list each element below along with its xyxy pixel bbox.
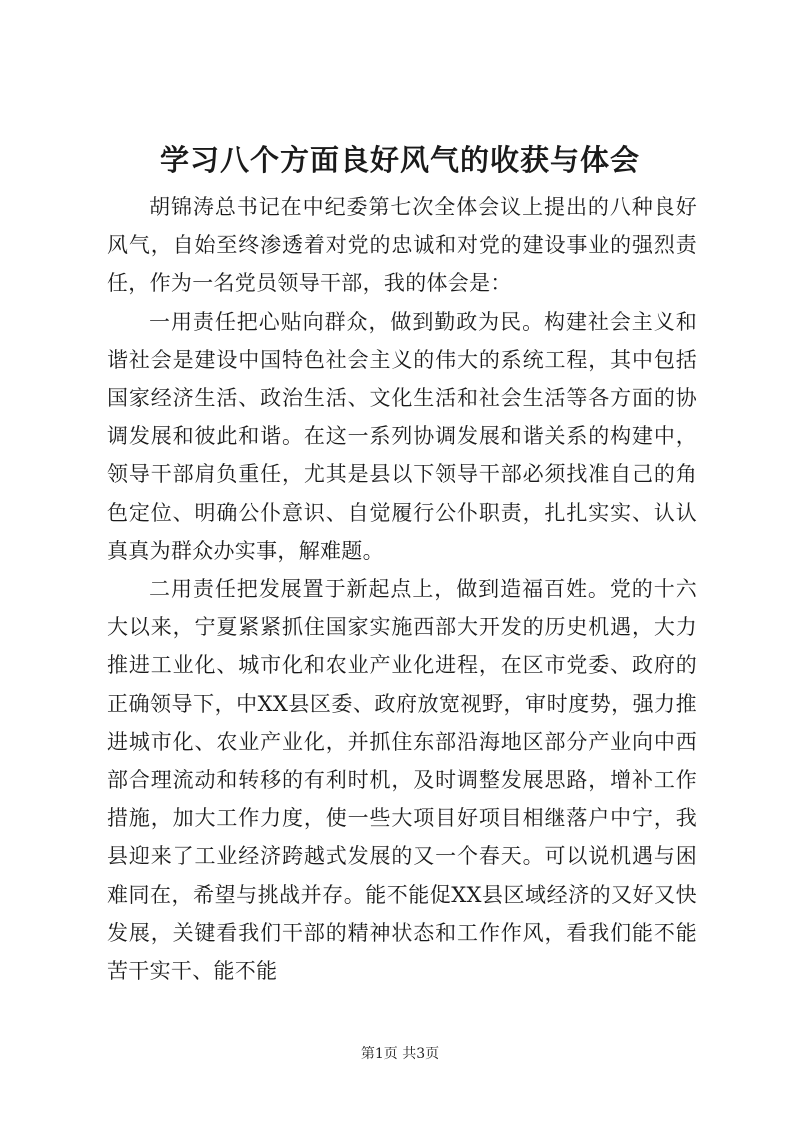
- document-body: [107, 188, 697, 990]
- paragraph-point-one: 一用责任把心贴向群众，做到勤政为民。构建社会主义和谐社会是建设中国特色社会主义的伟大的系统工程，其中包括国家经济生活、政治生活、文化生活和社会生活等各方面的协调发展和彼此和谐。在这一系列协调发展和谐关系的构建中，领导干部肩负重任，尤其是县以下领导干部必须找准自己的角色定位、明确公仆意识、自觉履行公仆职责，扎扎实实、认认真真为群众办实事，解难题。: [107, 309, 697, 563]
- page-number-footer: 第1页 共3页: [360, 1046, 440, 1062]
- document-title: 学习八个方面良好风气的收获与体会: [159, 143, 640, 177]
- paragraph-intro: 胡锦涛总书记在中纪委第七次全体会议上提出的八种良好风气，自始至终渗透着对党的忠诚和对党的建设事业的强烈责任，作为一名党员领导干部，我的体会是：: [107, 195, 697, 296]
- paragraph-point-two: 二用责任把发展置于新起点上，做到造福百姓。党的十六大以来，宁夏紧紧抓住国家实施西部大开发的历史机遇，大力推进工业化、城市化和农业产业化进程，在区市党委、政府的正确领导下，中XX县区委、政府放宽视野，审时度势，强力推进城市化、农业产业化，并抓住东部沿海地区部分产业向中西部合理流动和转移的有利时机，及时调整发展思路，增补工作措施，加大工作力度，使一些大项目好项目相继落户中宁，我县迎来了工业经济跨越式发展的又一个春天。可以说机遇与困难同在，希望与挑战并存。能不能促XX县区域经济的又好又快发展，关键看我们干部的精神状态和工作作风，看我们能不能苦干实干、能不能: [107, 577, 697, 984]
